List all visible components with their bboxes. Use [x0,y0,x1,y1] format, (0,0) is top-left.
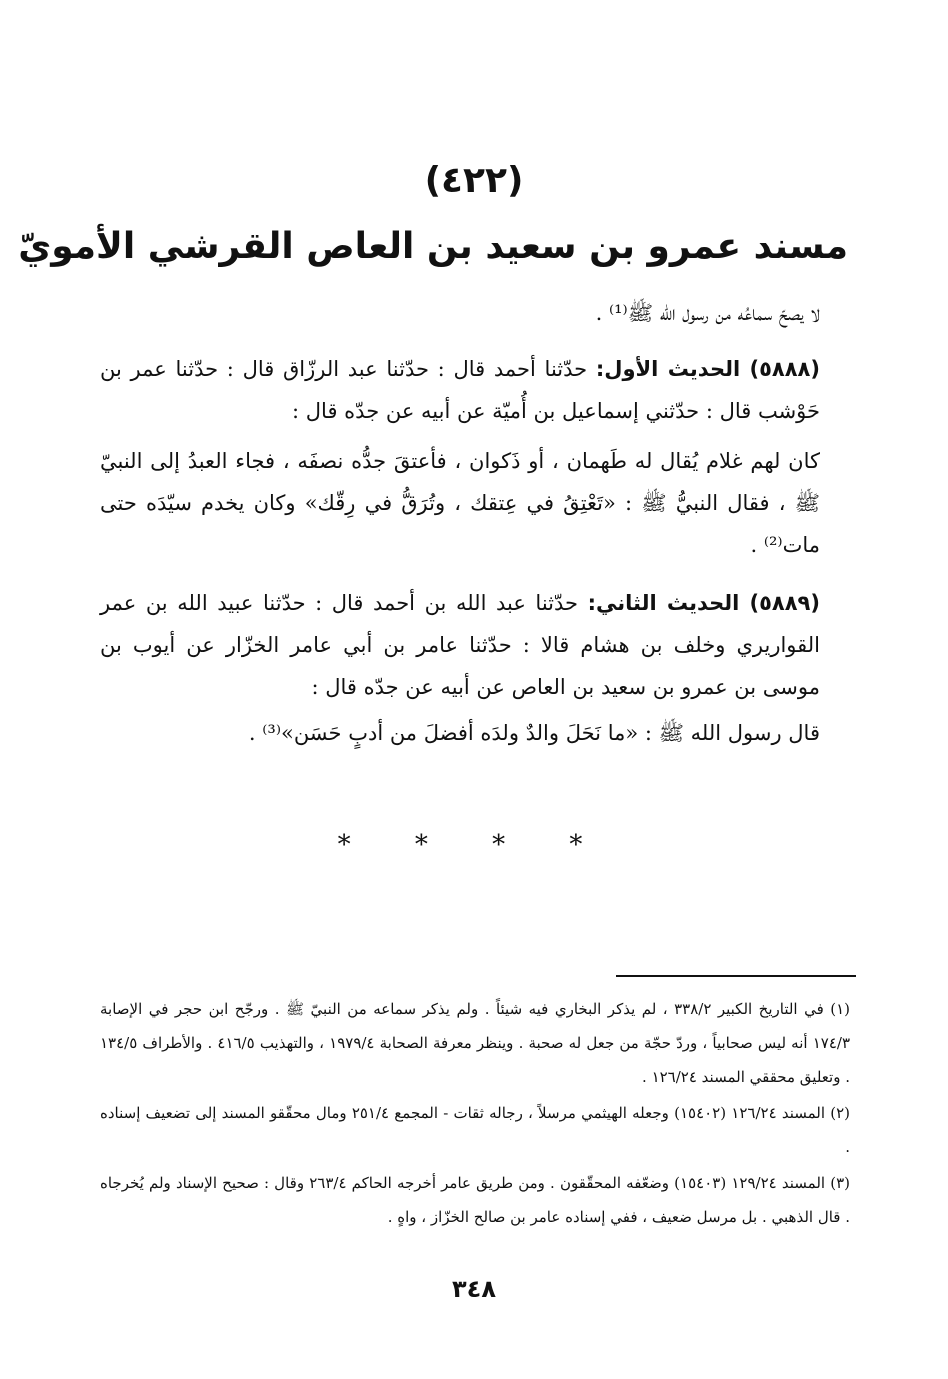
hadith-1-text: كان لهم غلام يُقال له طَهمان ، أو ذَكوان ، فأعتقَ جدُّه نصفَه ، فجاء العبدُ إلى النبيّ ﷺ ، فقال النبيُّ ﷺ : «تَعْتِقُ في عِتقك ، وتُرَقُّ في رِقّك» وكان يخدم سيّدَه حتى مات⁽²⁾ . [100,449,820,557]
intro-paragraph: لا يصحّ سماعُه من رسول الله ﷺ⁽¹⁾ . [595,301,820,325]
hadith-2-label: (٥٨٨٩) الحديث الثاني: [587,591,820,615]
hadith-2-isnad-text: حدّثنا عبد الله بن أحمد قال : حدّثنا عبيد الله بن عمر القواريري وخلف بن هشام قالا : حدّثنا عامر بن أبي عامر الخزّار عن أيوب بن موسى بن عمرو بن سعيد بن العاص عن أبيه عن جدّه قال : [100,591,820,699]
section-separator: * * * * [337,830,611,860]
chapter-number: (٤٢٢) [424,160,524,201]
footnote-1: (١) في التاريخ الكبير ٣٣٨/٢ ، لم يذكر البخاري فيه شيئاً . ولم يذكر سماعه من النبيّ ﷺ . ورجّح ابن حجر في الإصابة ١٧٤/٣ أنه ليس صحابياً ، وردّ حجّة من جعل له صحبة . وينظر معرفة الصحابة ١٩٧٩/٤ ، والتهذيب ٤١٦/٥ . والأطراف ١٣٤/٥ . وتعليق محققي المسند ١٢٦/٢٤ . [100,1000,850,1086]
chapter-title: مسند عمرو بن سعيد بن العاص القرشي الأمويّ [18,226,848,267]
hadith-1-isnad [100,348,820,432]
footnote-2: (٢) المسند ١٢٦/٢٤ (١٥٤٠٢) وجعله الهيثمي مرسلاً ، رجاله ثقات - المجمع ٢٥١/٤ ومال محقّقو المسند إلى تضعيف إسناده . [100,1104,850,1156]
footnotes [100,992,850,1236]
hadith-1-isnad-text: حدّثنا أحمد قال : حدّثنا عبد الرزّاق قال : حدّثنا عمر بن حَوْشب قال : حدّثني إسماعيل بن أُميّة عن أبيه عن جدّه قال : [100,357,820,423]
hadith-1-label: (٥٨٨٨) الحديث الأول: [595,357,820,381]
hadith-2-isnad [100,582,820,708]
footnote-3: (٣) المسند ١٢٩/٢٤ (١٥٤٠٣) وضعّفه المحقّقون . ومن طريق عامر أخرجه الحاكم ٢٦٣/٤ وقال : صحيح الإسناد ولم يُخرجاه . قال الذهبي . بل مرسل ضعيف ، ففي إسناده عامر بن صالح الخزّاز ، واهٍ . [100,1174,850,1226]
hadith-2-text: قال رسول الله ﷺ : «ما نَحَلَ والدٌ ولدَه أفضلَ من أدبٍ حَسَن»⁽³⁾ . [248,721,820,745]
page-number: ٣٤٨ [452,1275,496,1303]
footnote-divider [616,975,856,977]
